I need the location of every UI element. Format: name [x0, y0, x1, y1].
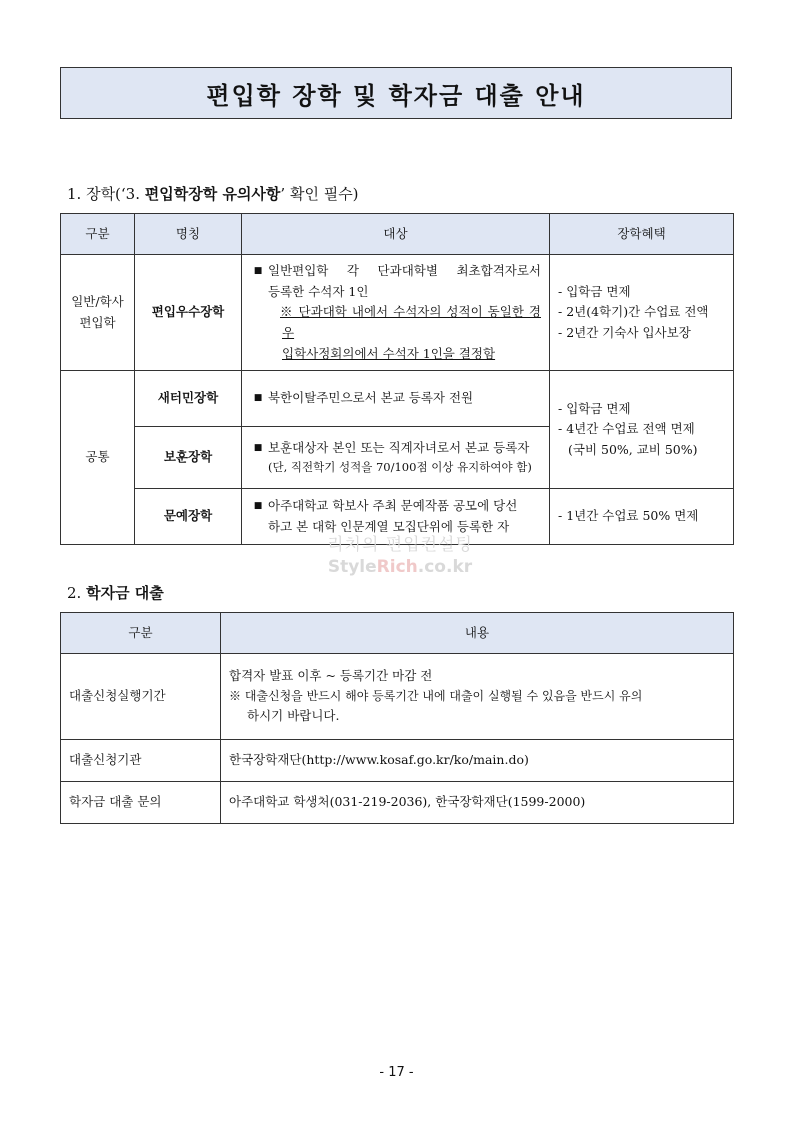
- bullet-icon: ■: [253, 393, 263, 404]
- target-text: 등록한 수석자 1인: [268, 283, 369, 299]
- header-benefit: 장학혜택: [550, 214, 734, 255]
- table-row: [61, 782, 734, 824]
- target-text: 일반편입학 각 단과대학별 최초합격자로서: [268, 263, 541, 278]
- loan-content: [221, 654, 734, 740]
- watermark-url: [280, 557, 520, 577]
- watermark-url-part: Rich: [376, 557, 418, 577]
- target-text: 아주대학교 학보사 주최 문예작품 공모에 당선: [268, 498, 518, 513]
- header-content: 내용: [221, 613, 734, 654]
- bullet-icon: ■: [253, 442, 263, 453]
- benefit-cell: [550, 489, 734, 545]
- benefit-item: - 1년간 수업료 50% 면제: [558, 508, 699, 524]
- benefit-item: (국비 50%, 교비 50%): [568, 441, 698, 457]
- table-row: [61, 654, 734, 740]
- target-cell: [242, 427, 550, 489]
- table-row: [61, 740, 734, 782]
- watermark-url-part: .co.kr: [417, 557, 473, 577]
- target-note: ※ 단과대학 내에서 수석자의 성적이 동일한 경우: [280, 304, 541, 340]
- benefit-item: - 4년간 수업료 전액 면제: [558, 421, 695, 437]
- scholarship-header-row: [61, 214, 734, 255]
- target-text: (단, 직전학기 성적을 70/100점 이상 유지하여야 함): [268, 460, 532, 475]
- section-2-heading-bold: 학자금 대출: [86, 584, 164, 602]
- watermark-text: 리치의 편입컨설팅: [327, 535, 473, 555]
- category-cell: 공통: [61, 371, 135, 545]
- target-cell: [242, 489, 550, 545]
- loan-text: ※ 대출신청을 반드시 해야 등록기간 내에 대출이 실행될 수 있음을 반드시 유의: [229, 688, 643, 703]
- loan-header-row: [61, 613, 734, 654]
- table-row: [61, 489, 734, 545]
- section-1-heading-suffix: ’ 확인 필수): [280, 185, 359, 203]
- section-2-heading: [67, 582, 164, 603]
- target-text: 북한이탈주민으로서 본교 등록자 전원: [268, 390, 474, 406]
- loan-text: 하시기 바랍니다.: [247, 708, 340, 724]
- category-line: 편입학: [79, 314, 116, 330]
- scholarship-name: 보훈장학: [135, 427, 242, 489]
- category-cell: [61, 255, 135, 371]
- loan-label: 대출신청기관: [61, 740, 221, 782]
- target-cell: [242, 255, 550, 371]
- bullet-icon: ■: [253, 501, 263, 511]
- header-name: 명칭: [135, 214, 242, 255]
- watermark-url-part: Style: [327, 557, 377, 577]
- header-category: 구분: [61, 214, 135, 255]
- benefit-item: - 2년(4학기)간 수업료 전액: [558, 304, 709, 320]
- section-1-heading-bold: 편입학장학 유의사항: [144, 185, 281, 203]
- loan-text: 합격자 발표 이후 ~ 등록기간 마감 전: [229, 667, 433, 683]
- benefit-item: - 입학금 면제: [558, 400, 631, 416]
- section-2-heading-prefix: 2.: [67, 584, 82, 602]
- bullet-icon: ■: [253, 266, 263, 276]
- section-1-heading: [67, 183, 359, 204]
- scholarship-name: 편입우수장학: [135, 255, 242, 371]
- header-target: 대상: [242, 214, 550, 255]
- loan-label: 학자금 대출 문의: [61, 782, 221, 824]
- scholarship-table: [60, 213, 734, 545]
- page-number: - 17 -: [379, 1065, 414, 1080]
- loan-label: 대출신청실행기간: [61, 654, 221, 740]
- benefit-cell: [550, 371, 734, 489]
- page-title: 편입학 장학 및 학자금 대출 안내: [60, 67, 732, 119]
- section-1-heading-prefix: 1. 장학(‘3.: [67, 185, 140, 203]
- benefit-item: - 2년간 기숙사 입사보장: [558, 324, 691, 340]
- scholarship-name: 새터민장학: [135, 371, 242, 427]
- target-note: 입학사정회의에서 수석자 1인을 결정함: [282, 345, 496, 361]
- loan-content: 한국장학재단(http://www.kosaf.go.kr/ko/main.do): [221, 740, 734, 782]
- target-text: 보훈대상자 본인 또는 직계자녀로서 본교 등록자: [268, 439, 530, 455]
- target-cell: [242, 371, 550, 427]
- benefit-item: - 입학금 면제: [558, 283, 631, 299]
- benefit-cell: [550, 255, 734, 371]
- loan-table: [60, 612, 734, 824]
- target-text: 하고 본 대학 인문계열 모집단위에 등록한 자: [268, 518, 510, 534]
- loan-content: 아주대학교 학생처(031-219-2036), 한국장학재단(1599-2000): [221, 782, 734, 824]
- table-row: [61, 371, 734, 427]
- header-category: 구분: [61, 613, 221, 654]
- table-row: [61, 255, 734, 371]
- scholarship-name: 문예장학: [135, 489, 242, 545]
- category-line: 일반/학사: [71, 293, 124, 309]
